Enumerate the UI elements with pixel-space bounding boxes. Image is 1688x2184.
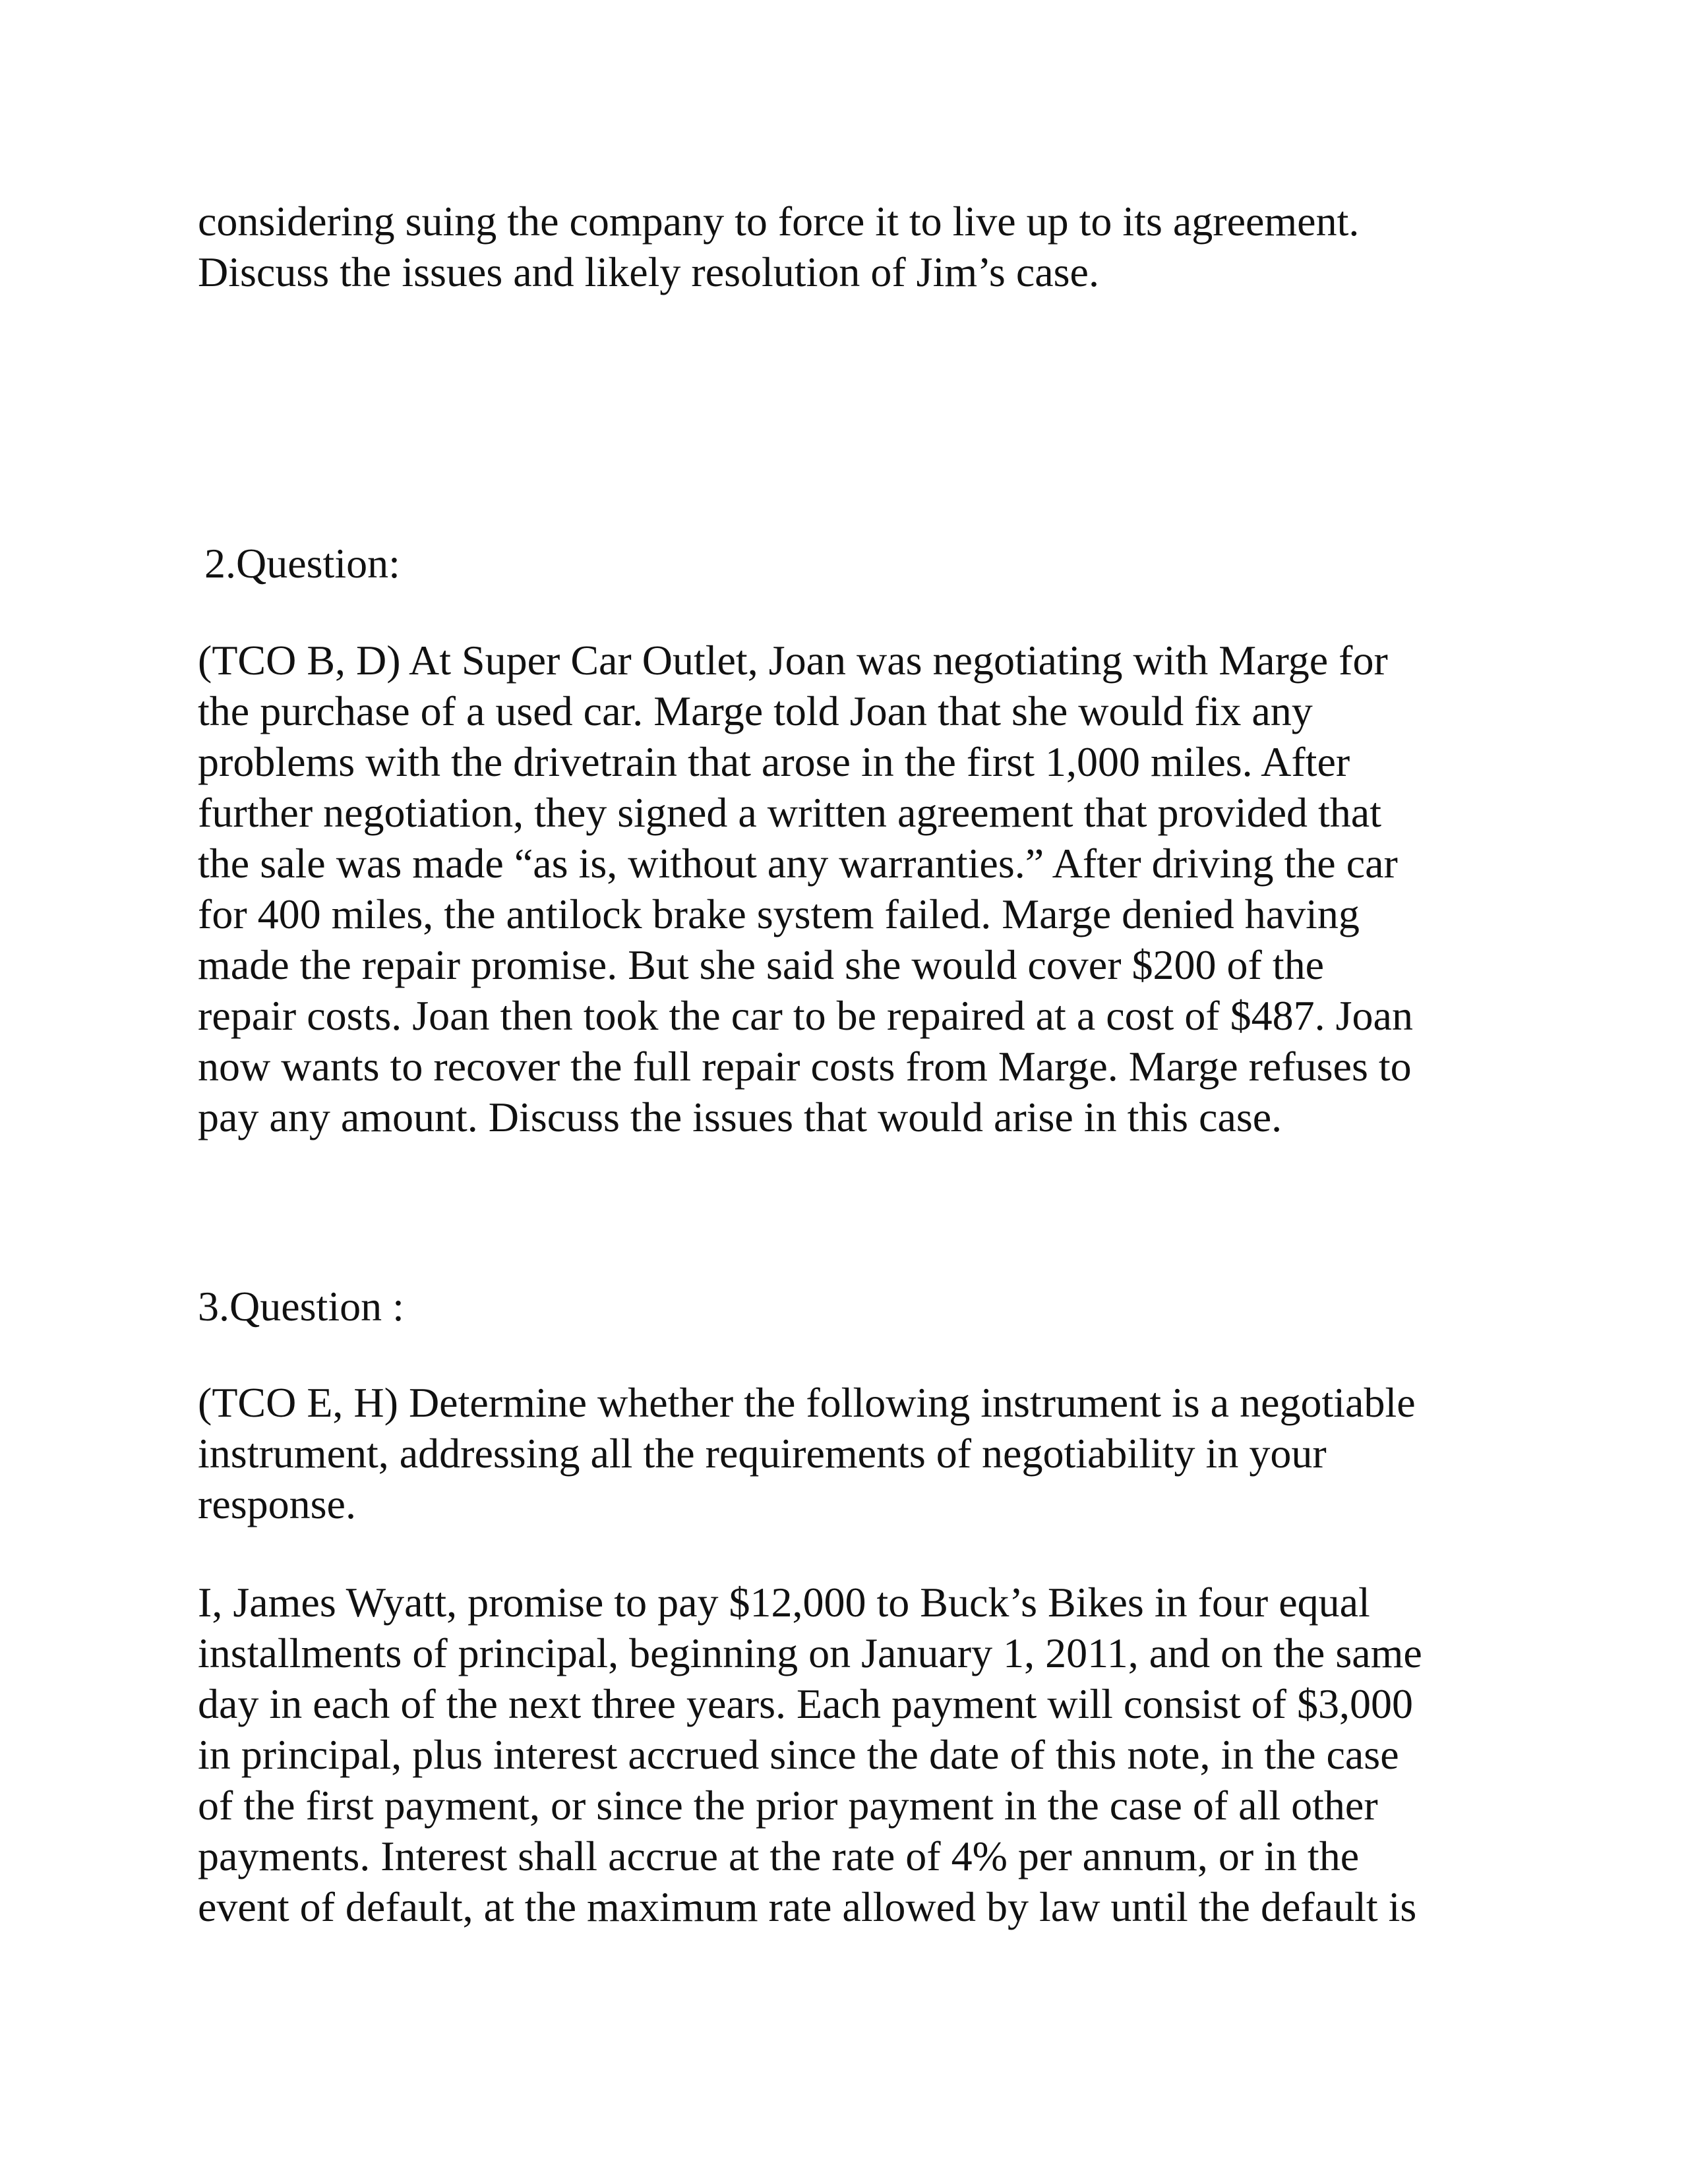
intro-paragraph (198, 196, 1517, 297)
text-line: payments. Interest shall accrue at the rate of 4% per annum, or in the (198, 1833, 1360, 1879)
text-line: repair costs. Joan then took the car to be repaired at a cost of $487. Joan (198, 992, 1413, 1039)
question-3-heading: 3.Question : (198, 1283, 404, 1330)
text-line: response. (198, 1481, 356, 1527)
text-line: in principal, plus interest accrued since the date of this note, in the case (198, 1731, 1399, 1778)
text-line: day in each of the next three years. Each payment will consist of $3,000 (198, 1680, 1413, 1727)
text-line: instrument, addressing all the requirements of negotiability in your (198, 1430, 1327, 1477)
text-line: (TCO E, H) Determine whether the following instrument is a negotiable (198, 1379, 1416, 1426)
text-line: the purchase of a used car. Marge told Joan that she would fix any (198, 688, 1313, 734)
text-line: now wants to recover the full repair costs from Marge. Marge refuses to (198, 1043, 1412, 1090)
text-line: considering suing the company to force it to live up to its agreement. (198, 198, 1360, 245)
text-line: installments of principal, beginning on January 1, 2011, and on the same (198, 1630, 1422, 1676)
text-line: of the first payment, or since the prior payment in the case of all other (198, 1782, 1378, 1829)
text-line: the sale was made “as is, without any warranties.” After driving the car (198, 840, 1398, 887)
text-line: problems with the drivetrain that arose in the first 1,000 miles. After (198, 738, 1350, 785)
text-line: pay any amount. Discuss the issues that would arise in this case. (198, 1094, 1282, 1140)
question-2-heading: 2.Question: (204, 540, 400, 587)
text-line: further negotiation, they signed a written agreement that provided that (198, 789, 1381, 836)
question-3-paragraph (198, 1377, 1517, 1529)
text-line: event of default, at the maximum rate allowed by law until the default is (198, 1883, 1417, 1930)
text-line: made the repair promise. But she said she would cover $200 of the (198, 941, 1324, 988)
text-line: Discuss the issues and likely resolution of Jim’s case. (198, 249, 1099, 295)
text-line: I, James Wyatt, promise to pay $12,000 to Buck’s Bikes in four equal (198, 1579, 1370, 1626)
question-2-paragraph (198, 635, 1517, 1142)
text-line: for 400 miles, the antilock brake system failed. Marge denied having (198, 891, 1360, 937)
promissory-note-paragraph (198, 1577, 1517, 1932)
text-line: (TCO B, D) At Super Car Outlet, Joan was negotiating with Marge for (198, 637, 1388, 684)
